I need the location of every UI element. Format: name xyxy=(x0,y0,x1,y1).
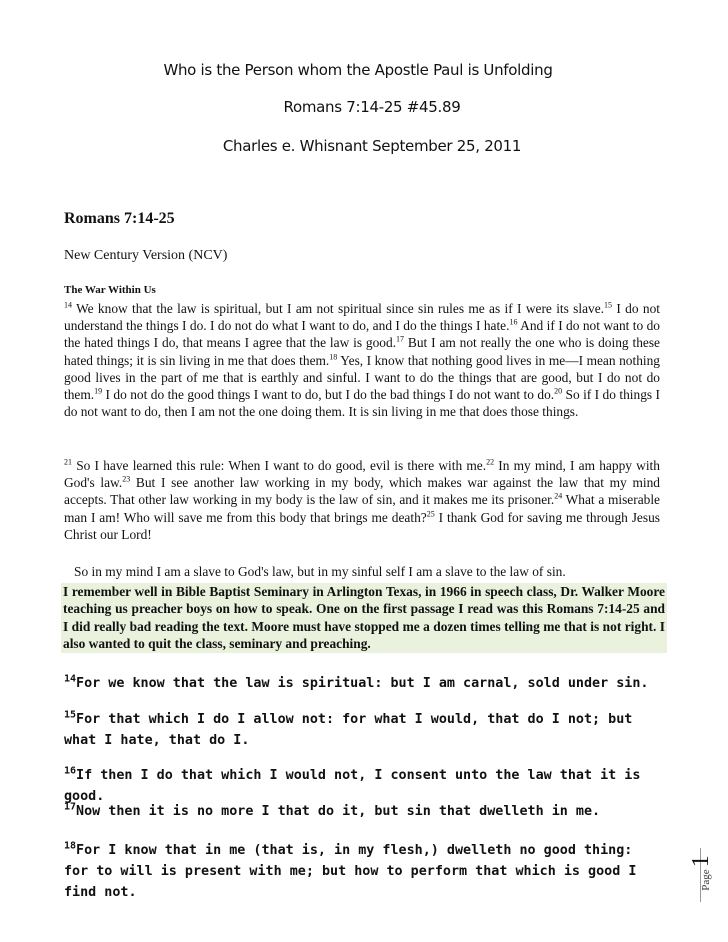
verse-number: 16 xyxy=(64,765,77,777)
page-label: Page xyxy=(700,869,712,891)
verse-text: If then I do that which I would not, I consent unto the law that it is good. xyxy=(64,768,641,804)
kjv-verse xyxy=(64,709,664,751)
section-subtitle: The War Within Us xyxy=(64,284,156,296)
verse-text: But I see another law working in my body, which makes war against the law that my mind accepts. That other law working in my body is the law of sin, and it makes me its prisoner. xyxy=(64,475,660,508)
sermon-title: Who is the Person whom the Apostle Paul is Unfolding xyxy=(163,61,553,79)
verse-text: Yes, I know that nothing good lives in me—I mean nothing good lives in the part of me that is earthly and sinful. I want to do the things that are good, but I do not do them. xyxy=(64,352,660,403)
verse-number: 24 xyxy=(554,491,563,501)
verse-text: I do not do the good things I want to do, but I do the bad things I do not want to do. xyxy=(105,387,555,403)
verse-number: 22 xyxy=(486,457,495,467)
verse-number: 18 xyxy=(64,840,77,852)
verse-text: We know that the law is spiritual, but I am not spiritual since sin rules me as if I were its slave. xyxy=(76,301,605,316)
verse-text: And if I do not want to do the hated things I do, that means I agree that the law is good. xyxy=(64,318,660,351)
author-date: Charles e. Whisnant September 25, 2011 xyxy=(222,137,522,155)
verse-number: 14 xyxy=(64,673,77,685)
verse-text: Now then it is no more I that do it, but sin that dwelleth in me. xyxy=(76,804,601,819)
verse-text: In my mind, I am happy with God's law. xyxy=(64,458,660,491)
verse-text: What a miserable man I am! Who will save me from this body that brings me death? xyxy=(64,492,660,525)
verse-number: 15 xyxy=(604,300,613,310)
verse-text: So if I do things I do not want to do, then I am not the one doing them. It is sin living in me that does those things. xyxy=(64,387,660,420)
verse-text: For we know that the law is spiritual: but I am carnal, sold under sin. xyxy=(76,676,649,691)
kjv-verse xyxy=(64,673,664,694)
verse-text: For I know that in me (that is, in my flesh,) dwelleth no good thing: for to will is present with me; but how to perform that which is good I find not. xyxy=(64,843,637,900)
kjv-verse xyxy=(64,801,664,822)
passage-heading: Romans 7:14-25 xyxy=(64,210,175,227)
verse-number: 17 xyxy=(396,334,405,344)
verse-number: 19 xyxy=(94,386,103,396)
ncv-paragraph-1 xyxy=(64,300,660,420)
verse-text: So I have learned this rule: When I want to do good, evil is there with me. xyxy=(76,458,487,473)
ncv-paragraph-2 xyxy=(64,457,660,543)
verse-text: I thank God for saving me through Jesus Christ our Lord! xyxy=(64,509,660,542)
version-label: New Century Version (NCV) xyxy=(64,248,228,263)
verse-number: 17 xyxy=(64,801,77,813)
verse-text: For that which I do I allow not: for what I would, that do I not; but what I hate, that do I. xyxy=(64,712,633,748)
verse-number: 20 xyxy=(554,386,563,396)
sermon-reference: Romans 7:14-25 #45.89 xyxy=(283,98,461,116)
page-number-mark xyxy=(672,855,714,891)
ncv-closing-line: So in my mind I am a slave to God's law, but in my sinful self I am a slave to the law of sin. xyxy=(74,564,566,579)
kjv-verse xyxy=(64,840,664,903)
verse-text: But I am not really the one who is doing these hated things; it is sin living in me that does them. xyxy=(64,335,660,368)
verse-number: 21 xyxy=(64,457,72,467)
verse-number: 18 xyxy=(329,352,338,362)
page-number: 1 xyxy=(688,855,714,868)
verse-number: 15 xyxy=(64,709,77,721)
verse-number: 14 xyxy=(64,300,72,310)
verse-text: I do not understand the things I do. I do not do what I want to do, and I do the things I hate. xyxy=(64,301,661,334)
verse-number: 25 xyxy=(426,509,435,519)
highlighted-note: I remember well in Bible Baptist Seminary in Arlington Texas, in 1966 in speech class, Dr. Walker Moore teaching us preacher boys on how to speak. One on the first passage I read was this Romans 7:14-25 and I did really bad reading the text. Moore must have stopped me a dozen times telling me that is not right. I also wanted to quit the class, seminary and preaching. xyxy=(63,584,665,652)
verse-number: 16 xyxy=(509,317,518,327)
verse-number: 23 xyxy=(122,474,131,484)
